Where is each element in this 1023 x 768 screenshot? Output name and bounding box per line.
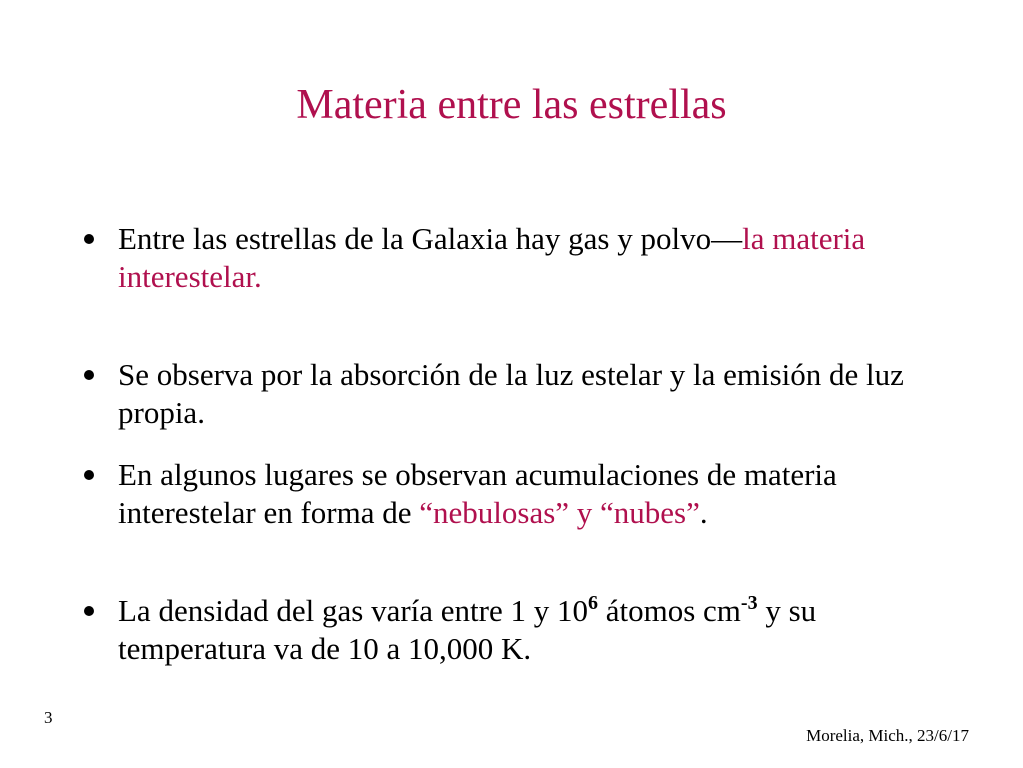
bullet-text: Entre las estrellas de la Galaxia hay gas y polvo—la materia interestelar. xyxy=(118,221,866,294)
bullet-dot-icon xyxy=(84,470,94,480)
bullet-dot-icon xyxy=(84,370,94,380)
bullet-dot-icon xyxy=(84,234,94,244)
bullet-item xyxy=(84,356,964,432)
bullet-item xyxy=(84,592,964,668)
footer-text: Morelia, Mich., 23/6/17 xyxy=(806,726,969,745)
bullet-text: Se observa por la absorción de la luz estelar y la emisión de luz propia. xyxy=(118,357,904,430)
highlighted-text: la materia interestelar. xyxy=(118,221,866,294)
bullet-text: En algunos lugares se observan acumulaciones de materia interestelar en forma de “nebulosas” y “nubes”. xyxy=(118,457,837,530)
bullet-dot-icon xyxy=(84,606,94,616)
bullet-text: La densidad del gas varía entre 1 y $10^6$ átomos $cm^{-3}$ y su temperatura va de 10 a 10,000 K. xyxy=(118,592,817,666)
slide-title: Materia entre las estrellas xyxy=(296,82,727,128)
bullet-item xyxy=(84,456,964,532)
superscript-exponent: 6 xyxy=(588,592,598,614)
superscript-exponent: -3 xyxy=(740,592,758,614)
page-number: 3 xyxy=(44,708,53,727)
highlighted-text: “nebulosas” y “nubes” xyxy=(419,495,700,530)
bullet-item xyxy=(84,220,964,296)
